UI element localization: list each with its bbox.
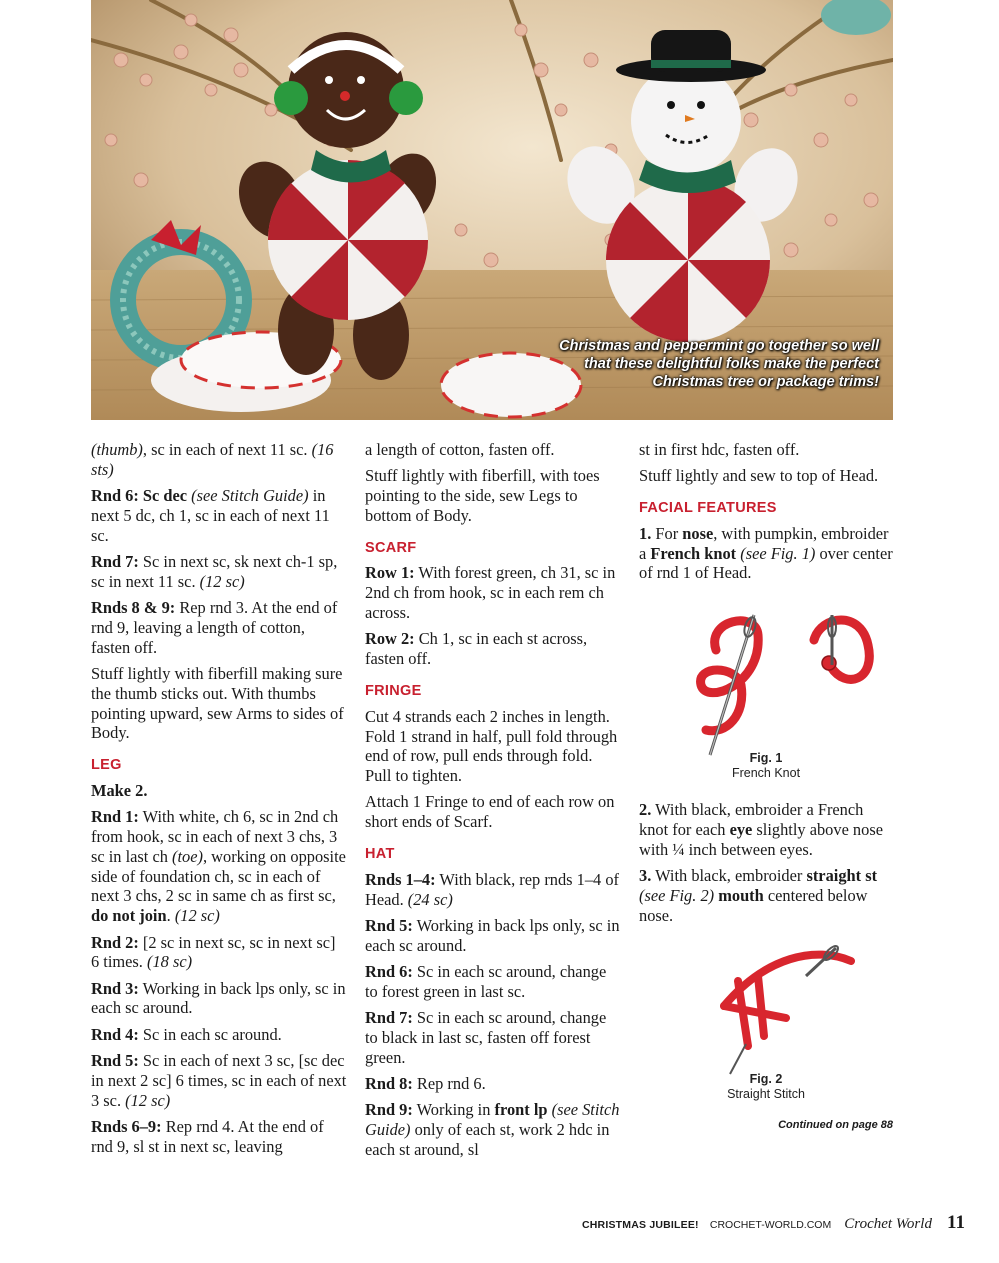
instruction-paragraph xyxy=(639,524,893,583)
text-run: Sc in each sc around, change to forest green in last sc. xyxy=(365,962,607,1001)
instruction-paragraph xyxy=(91,664,347,743)
text-run: Rnd 1: xyxy=(91,807,139,827)
footer-website: CROCHET-WORLD.COM xyxy=(709,1219,832,1231)
instruction-paragraph xyxy=(639,440,893,460)
text-run: Rnd 2: xyxy=(91,932,139,952)
instruction-paragraph xyxy=(365,870,621,910)
straight-stitch-illustration xyxy=(646,936,886,1076)
text-run: Working in back lps only, sc in each sc around. xyxy=(365,915,620,955)
text-run: Sc in next sc, sk next ch-1 sp, sc in next 11 sc. xyxy=(91,551,338,591)
text-run: Rnd 5: xyxy=(91,1051,139,1071)
text-run: (24 sc) xyxy=(407,889,453,909)
text-run: front lp xyxy=(494,1100,548,1120)
text-run: (12 sc) xyxy=(125,1090,171,1110)
text-run: (12 sc) xyxy=(174,906,220,926)
text-run: . xyxy=(166,906,175,926)
text-run: , with pumpkin, embroider a xyxy=(639,523,889,563)
text-run: Rnds 6–9: xyxy=(91,1116,162,1136)
text-run: , sc in each of next 11 sc. xyxy=(142,440,312,459)
text-run: (see Fig. 2) xyxy=(639,885,715,905)
text-run: 1. xyxy=(639,523,652,543)
instruction-paragraph xyxy=(365,440,621,460)
section-heading: HAT xyxy=(365,846,395,863)
instruction-paragraph xyxy=(91,486,347,545)
text-run: With white, ch 6, sc in 2nd ch from hook, sc in each of next 3 chs, 3 sc in last ch xyxy=(91,807,339,866)
text-run: Row 2: xyxy=(365,629,415,649)
text-run: Rep rnd 6. xyxy=(412,1074,486,1094)
text-run: Rnd 7: xyxy=(91,551,139,571)
text-run: (toe) xyxy=(172,846,203,866)
text-run: (16 sts) xyxy=(91,440,334,479)
column-3-bottom-text xyxy=(639,800,893,925)
text-run: centered below nose. xyxy=(639,885,868,925)
text-run: Stuff lightly with fiberfill making sure the thumb sticks out. With thumbs pointing upward, sew Arms to sides of Body. xyxy=(91,663,344,743)
text-run: Rnd 8: xyxy=(365,1074,413,1094)
text-run: do not join xyxy=(91,906,167,926)
text-run: nose xyxy=(682,523,714,543)
text-run: For xyxy=(651,523,683,543)
text-run: Rnd 6: Sc dec xyxy=(91,486,192,506)
text-run: (12 sc) xyxy=(199,571,245,591)
text-run: 2. xyxy=(639,800,652,820)
text-run: With black, embroider a French knot for each xyxy=(639,800,864,840)
text-run: a length of cotton, fasten off. xyxy=(365,440,555,459)
instruction-paragraph xyxy=(365,792,621,832)
text-run: Ch 1, sc in each st across, fasten off. xyxy=(365,629,588,669)
footer-magazine: Crochet World xyxy=(844,1216,932,1232)
text-run: With forest green, ch 31, sc in 2nd ch from hook, sc in each rem ch across. xyxy=(365,563,616,623)
text-run: Rnd 4: xyxy=(91,1024,139,1044)
text-run: (see Fig. 1) xyxy=(740,543,816,563)
instruction-paragraph xyxy=(91,440,347,480)
instruction-paragraph xyxy=(365,916,621,956)
text-run: Row 1: xyxy=(365,563,415,583)
instruction-paragraph xyxy=(91,1051,347,1110)
hero-photo xyxy=(91,0,893,420)
text-run: With black, rep rnds 1–4 of Head. xyxy=(365,869,619,909)
section-heading: SCARF xyxy=(365,539,417,556)
instruction-paragraph xyxy=(639,466,893,486)
text-run: Attach 1 Fringe to end of each row on short ends of Scarf. xyxy=(365,792,615,832)
text-run: Working in back lps only, sc in each sc around. xyxy=(91,978,346,1018)
text-run: Sc in each of next 3 sc, [sc dec in next 2 sc] 6 times, sc in each of next 3 sc. xyxy=(91,1051,347,1110)
page-footer xyxy=(560,1212,965,1234)
instruction-paragraph xyxy=(639,800,893,859)
text-run: Rnds 1–4: xyxy=(365,869,436,889)
instruction-paragraph xyxy=(365,1100,621,1159)
text-run: over center of rnd 1 of Head. xyxy=(639,543,893,583)
text-run: French knot xyxy=(650,543,737,563)
instruction-paragraph xyxy=(365,563,621,622)
text-column-2 xyxy=(365,440,621,1166)
instruction-paragraph xyxy=(91,781,347,801)
figure-2-label: Straight Stitch xyxy=(727,1086,805,1101)
text-run: st in first hdc, fasten off. xyxy=(639,440,800,459)
instruction-paragraph xyxy=(365,962,621,1002)
instruction-paragraph xyxy=(91,552,347,592)
text-run: (thumb) xyxy=(91,440,143,459)
figure-2-title: Fig. 2 xyxy=(749,1071,783,1086)
instruction-paragraph xyxy=(365,466,621,525)
text-run: Rnd 3: xyxy=(91,978,139,998)
text-run: Rnd 7: xyxy=(365,1008,413,1028)
instruction-paragraph xyxy=(365,629,621,669)
text-run: mouth xyxy=(718,885,764,905)
instruction-paragraph xyxy=(91,1025,347,1045)
instruction-paragraph xyxy=(91,598,347,657)
text-column-1 xyxy=(91,440,347,1163)
french-knot-illustration xyxy=(646,595,886,765)
text-run: in next 5 dc, ch 1, sc in each of next 11 sc. xyxy=(91,486,330,545)
text-run: only of each st, work 2 hdc in each st around, sl xyxy=(365,1120,610,1159)
continued-note: Continued on page 88 xyxy=(778,1118,893,1131)
text-run: Rnd 5: xyxy=(365,915,413,935)
instruction-paragraph xyxy=(365,707,621,786)
section-heading: LEG xyxy=(91,757,122,774)
text-run: 3. xyxy=(639,866,652,886)
text-run: Sc in each sc around, change to black in last sc, fasten off forest green. xyxy=(365,1008,607,1067)
text-run: Rep rnd 4. At the end of rnd 9, sl st in next sc, leaving xyxy=(91,1116,324,1156)
text-run: Rnds 8 & 9: xyxy=(91,598,176,618)
page-number: 11 xyxy=(947,1212,965,1233)
footer-section: CHRISTMAS JUBILEE! xyxy=(581,1219,699,1231)
text-run: Rnd 6: xyxy=(365,962,413,982)
text-run: Sc in each sc around. xyxy=(138,1024,282,1044)
instruction-paragraph xyxy=(91,1117,347,1157)
text-run: Make 2. xyxy=(91,780,148,800)
figure-2 xyxy=(639,936,893,1102)
section-heading: FRINGE xyxy=(365,682,422,699)
text-run: (see Stitch Guide) xyxy=(191,486,309,506)
text-run: (18 sc) xyxy=(147,952,193,972)
text-run: Rnd 9: xyxy=(365,1100,413,1120)
photo-caption: Christmas and peppermint go together so well that these delightful folks make the perfect Christmas tree or package trims! xyxy=(559,338,879,390)
text-run: Cut 4 strands each 2 inches in length. Fold 1 strand in half, pull fold through end of row, pull ends through fold. Pull to tighten. xyxy=(365,706,618,786)
instruction-paragraph xyxy=(365,1074,621,1094)
text-run: Working in xyxy=(412,1100,495,1120)
column-3-top-text xyxy=(639,440,893,583)
text-run: With black, embroider xyxy=(651,866,807,886)
text-run: (see Stitch Guide) xyxy=(365,1100,620,1140)
text-column-3 xyxy=(639,440,893,1135)
text-run: slightly above nose with ¼ inch between eyes. xyxy=(639,820,883,859)
instruction-paragraph xyxy=(639,866,893,925)
figure-1-caption xyxy=(639,751,893,781)
text-run: Stuff lightly with fiberfill, with toes pointing to the side, sew Legs to bottom of Body. xyxy=(365,466,600,525)
text-run: [2 sc in next sc, sc in next sc] 6 times. xyxy=(91,932,336,972)
figure-2-caption xyxy=(639,1072,893,1102)
instruction-paragraph xyxy=(91,979,347,1019)
text-run: Rep rnd 3. At the end of rnd 9, leaving a length of cotton, fasten off. xyxy=(91,598,338,657)
instruction-paragraph xyxy=(91,807,347,926)
section-heading: FACIAL FEATURES xyxy=(639,500,777,517)
figure-1-title: Fig. 1 xyxy=(749,751,783,766)
text-run: , working on opposite side of foundation ch, sc in each of next 3 chs, 2 sc in same ch as first sc, xyxy=(91,846,346,906)
figure-1-label: French Knot xyxy=(731,766,801,781)
instruction-paragraph xyxy=(91,933,347,973)
text-run: Stuff lightly and sew to top of Head. xyxy=(639,466,879,486)
text-run: eye xyxy=(729,820,753,840)
instruction-paragraph xyxy=(365,1008,621,1067)
text-run: straight st xyxy=(806,866,878,886)
figure-1 xyxy=(639,595,893,800)
